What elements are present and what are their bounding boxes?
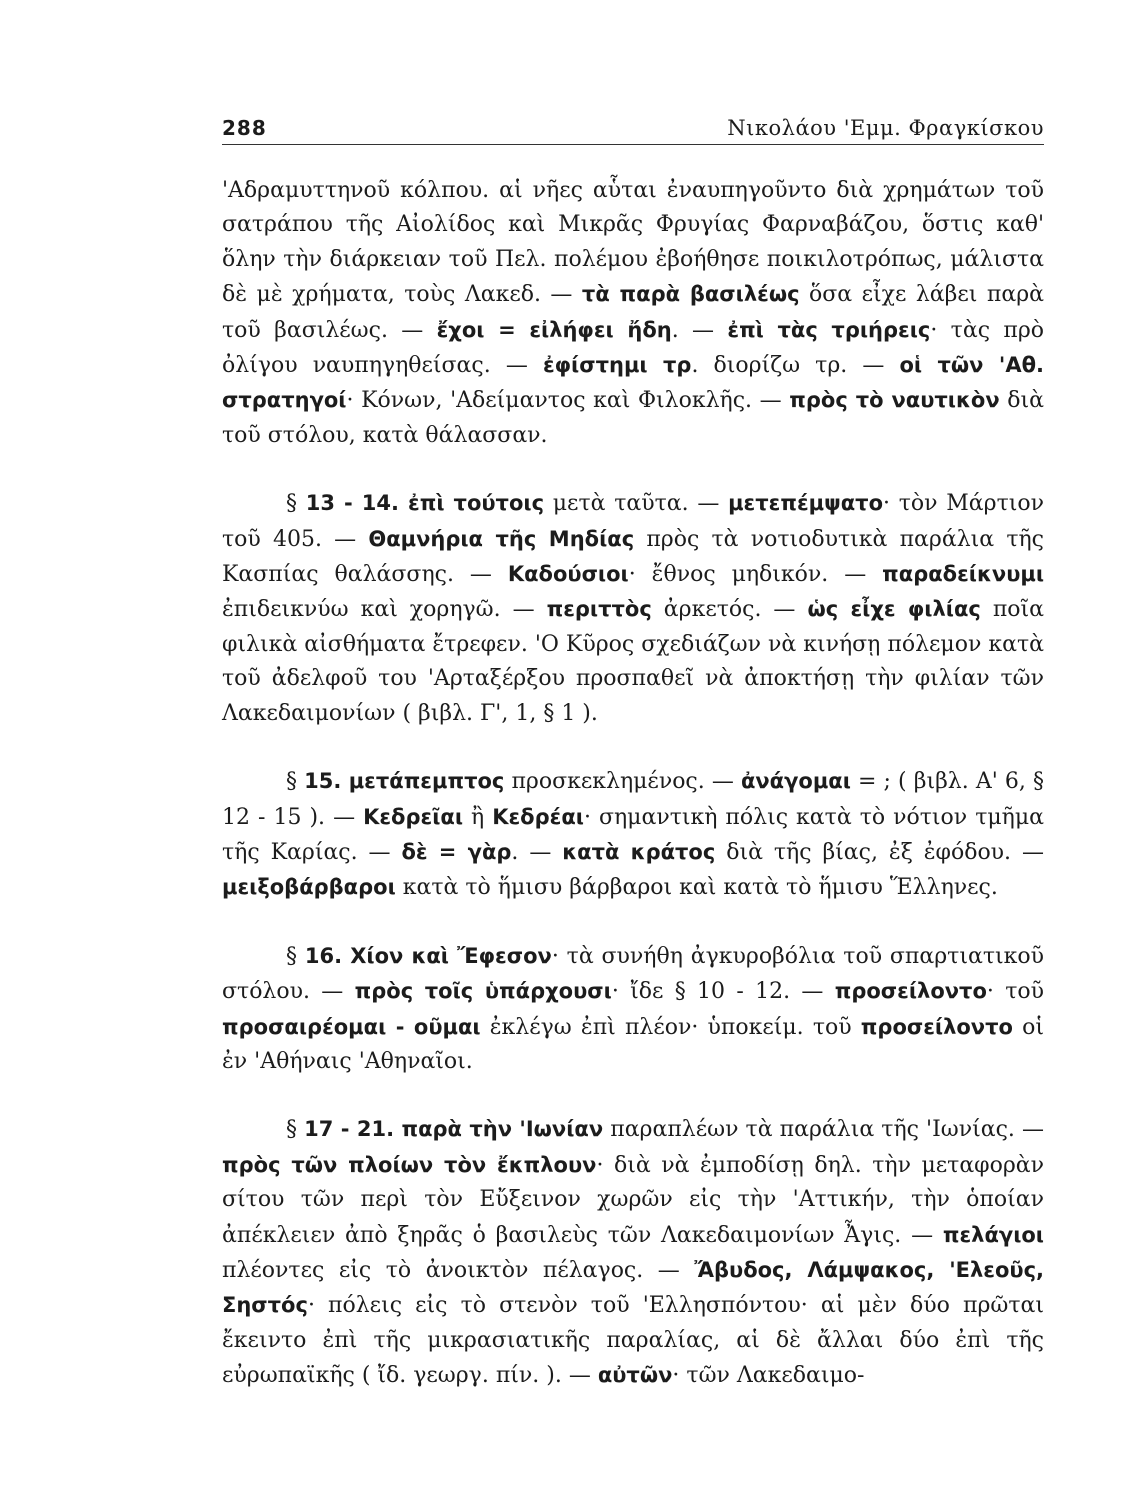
gloss-text: §: [286, 769, 305, 795]
lemma-term: μειξοβάρβαροι: [222, 875, 396, 900]
lemma-term: αὐτῶν: [597, 1363, 673, 1388]
gloss-text: = ; ( βιβλ. Α' 6, § 12 - 15 ). —: [222, 769, 1044, 830]
lemma-term: τὰ παρὰ βασιλέως: [581, 282, 800, 307]
page-header: [222, 104, 1044, 145]
lemma-term: κατὰ κράτος: [562, 839, 716, 864]
lemma-term: ἐφίστημι τρ: [542, 353, 692, 378]
body-text: [222, 174, 1044, 1394]
running-title: Νικολάου 'Εμμ. Φραγκίσκου: [727, 116, 1044, 140]
paragraph: [222, 764, 1044, 906]
gloss-text: · τὰ συνήθη ἀγκυροβόλια τοῦ σπαρτιατικοῦ στόλου. —: [222, 943, 1045, 1005]
lemma-term: δὲ = γὰρ: [401, 839, 512, 864]
lemma-term: Κεδρεῖαι: [363, 804, 463, 829]
gloss-text: ἀρκετός. —: [651, 597, 808, 623]
gloss-text: πλέοντες εἰς τὸ ἀνοικτὸν πέλαγος. —: [222, 1257, 695, 1283]
lemma-term: 16. Χίον καὶ Ἔφεσον: [304, 943, 552, 968]
lemma-term: πρὸς τὸ ναυτικὸν: [789, 388, 1000, 413]
gloss-text: ὅσα εἶχε λάβει παρὰ τοῦ βασιλέως. —: [222, 282, 1044, 343]
lemma-term: 13 - 14. ἐπὶ τούτοις: [305, 491, 545, 516]
lemma-term: πρὸς τοῖς ὑπάρχουσι: [354, 979, 612, 1004]
gloss-text: ἐπιδεικνύω καὶ χορηγῶ. —: [222, 597, 547, 623]
page-number: 288: [222, 116, 267, 140]
lemma-term: πρὸς τῶν πλοίων τὸν ἔκπλουν: [222, 1152, 597, 1177]
gloss-text: προσκεκλημένος. —: [504, 769, 741, 795]
gloss-text: διὰ τῆς βίας, ἐξ ἐφόδου. —: [715, 839, 1044, 865]
lemma-term: Θαμνήρια τῆς Μηδίας: [368, 526, 635, 551]
lemma-term: ἀνάγομαι: [740, 769, 851, 794]
paragraph: [222, 174, 1044, 453]
paragraph: [222, 1112, 1044, 1393]
gloss-text: · ἔθνος μηδικόν. —: [628, 562, 883, 588]
gloss-text: . —: [511, 839, 563, 865]
gloss-text: πρὸς τὰ νοτιοδυτικὰ παράλια τῆς Κασπίας θαλάσσης. —: [222, 526, 1044, 588]
gloss-text: διὰ τοῦ στόλου, κατὰ θάλασσαν.: [222, 388, 1044, 448]
gloss-text: . —: [671, 317, 728, 343]
gloss-text: ἐκλέγω ἐπὶ πλέον· ὑποκείμ. τοῦ: [480, 1014, 861, 1040]
lemma-term: οἱ τῶν 'Αθ. στρατηγοί: [222, 353, 1045, 413]
gloss-text: · διὰ νὰ ἐμποδίσῃ δηλ. τὴν μεταφορὰν σίτου τῶν περὶ τὸν Εὔξεινον χωρῶν εἰς τὴν 'Αττικήν, τὴν ὁποίαν ἀπέκλειεν ἀπὸ ξηρᾶς ὁ βασιλεὺς τῶν Λακεδαιμονίων Ἆγις. —: [222, 1152, 1044, 1248]
lemma-term: προσείλοντο: [860, 1014, 1013, 1039]
lemma-term: περιττὸς: [546, 597, 652, 622]
paragraph-gap: [222, 906, 1044, 939]
gloss-text: §: [286, 491, 306, 517]
gloss-text: · πόλεις εἰς τὸ στενὸν τοῦ 'Ελλησπόντου· αἱ μὲν δύο πρῶται ἔκειντο ἐπὶ τῆς μικρασιατικῆς παραλίας, αἱ δὲ ἄλλαι δύο ἐπὶ τῆς εὐρωπαϊκῆς ( ἴδ. γεωργ. πίν. ). —: [222, 1293, 1044, 1389]
lemma-term: 15. μετάπεμπτος: [304, 769, 505, 794]
paragraph: [222, 486, 1044, 731]
lemma-term: μετεπέμψατο: [728, 491, 884, 516]
gloss-text: · Κόνων, 'Αδείμαντος καὶ Φιλοκλῆς. —: [346, 388, 790, 414]
gloss-text: ἢ: [463, 804, 493, 830]
lemma-term: Ἄβυδος, Λάμψακος, 'Ελεοῦς, Σηστός: [222, 1257, 1044, 1318]
lemma-term: Καδούσιοι: [507, 562, 629, 587]
gloss-text: · τῶν Λακεδαιμο-: [672, 1363, 865, 1389]
lemma-term: ἔχοι = εἰλήφει ἤδη: [436, 317, 672, 342]
gloss-text: · τὸν Μάρτιον τοῦ 405. —: [222, 491, 1044, 552]
lemma-term: προσαιρέομαι - οῦμαι: [222, 1014, 481, 1039]
gloss-text: οἱ ἐν 'Αθήναις 'Αθηναῖοι.: [222, 1014, 1044, 1074]
gloss-text: . διορίζω τρ. —: [691, 353, 900, 379]
gloss-text: · ἴδε § 10 - 12. —: [611, 979, 835, 1005]
lemma-term: πελάγιοι: [942, 1222, 1044, 1247]
lemma-term: ὡς εἶχε φιλίας: [807, 597, 981, 622]
paragraph-gap: [222, 453, 1044, 486]
lemma-term: παραδείκνυμι: [882, 562, 1045, 587]
lemma-term: προσείλοντο: [834, 979, 987, 1004]
lemma-term: ἐπὶ τὰς τριήρεις: [727, 317, 931, 342]
gloss-text: κατὰ τὸ ἥμισυ βάρβαροι καὶ κατὰ τὸ ἥμισυ Ἕλληνες.: [395, 875, 998, 901]
gloss-text: · τὰς πρὸ ὀλίγου ναυπηγηθείσας. —: [222, 317, 1044, 379]
gloss-text: §: [286, 943, 305, 969]
gloss-text: 'Αδραμυττηνοῦ κόλπου. αἱ νῆες αὗται ἐναυπηγοῦντο διὰ χρημάτων τοῦ σατράπου τῆς Αἰολίδος καὶ Μικρᾶς Φρυγίας Φαρναβάζου, ὅστις καθ' ὅλην τὴν διάρκειαν τοῦ Πελ. πολέμου ἐβοήθησε ποικιλοτρόπως, μάλιστα δὲ μὲ χρήματα, τοὺς Λακεδ. —: [222, 178, 1044, 308]
gloss-text: ποῖα φιλικὰ αἰσθήματα ἔτρεφεν. 'Ο Κῦρος σχεδιάζων νὰ κινήσῃ πόλεμον κατὰ τοῦ ἀδελφοῦ του 'Αρταξέρξου προσπαθεῖ νὰ ἀποκτήσῃ τὴν φιλίαν τῶν Λακεδαιμονίων ( βιβλ. Γ', 1, § 1 ).: [222, 597, 1045, 726]
lemma-term: Κεδρέαι: [492, 804, 584, 829]
paragraph-gap: [222, 1079, 1044, 1112]
paragraph: [222, 939, 1044, 1080]
lemma-term: 17 - 21. παρὰ τὴν 'Ιωνίαν: [304, 1117, 604, 1142]
gloss-text: · τοῦ: [986, 979, 1044, 1005]
paragraph-gap: [222, 731, 1044, 764]
gloss-text: μετὰ ταῦτα. —: [544, 491, 729, 517]
gloss-text: παραπλέων τὰ παράλια τῆς 'Ιωνίας. —: [603, 1117, 1044, 1143]
gloss-text: §: [286, 1117, 305, 1143]
gloss-text: · σημαντικὴ πόλις κατὰ τὸ νότιον τμῆμα τῆς Καρίας. —: [222, 804, 1044, 865]
